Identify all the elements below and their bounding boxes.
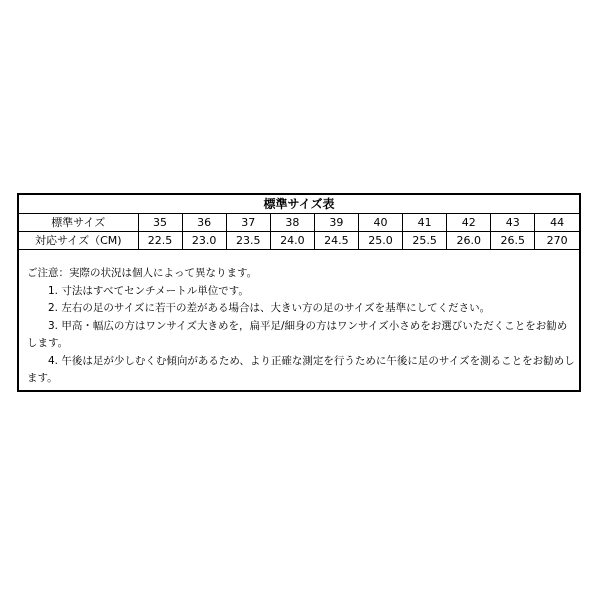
cm-cell: 23.5 (226, 232, 270, 250)
size-cell: 39 (314, 214, 358, 232)
note-item: 3. 甲高・幅広の方はワンサイズ大きめを，扁平足/細身の方はワンサイズ小さめをお選びいただくことをお勧めします。 (27, 319, 568, 349)
size-cell: 36 (182, 214, 226, 232)
note-item: 2. 左右の足のサイズに若干の差がある場合は、大きい方の足のサイズを基準にしてください。 (48, 302, 491, 314)
title-row (19, 195, 579, 214)
cm-size-row (19, 232, 579, 250)
cm-size-label: 対応サイズ（CM) (19, 232, 138, 250)
standard-size-label: 標準サイズ (19, 214, 138, 232)
cm-cell: 22.5 (138, 232, 182, 250)
size-cell: 35 (138, 214, 182, 232)
notes-heading: ご注意：実際の状況は個人によって異なります。 (27, 267, 258, 279)
cm-cell: 24.0 (270, 232, 314, 250)
cm-cell: 24.5 (314, 232, 358, 250)
size-cell: 44 (535, 214, 579, 232)
standard-size-row (19, 214, 579, 232)
size-cell: 43 (491, 214, 535, 232)
cm-cell: 270 (535, 232, 579, 250)
notes-section (27, 265, 577, 388)
table-title: 標準サイズ表 (19, 195, 579, 214)
size-cell: 37 (226, 214, 270, 232)
cm-cell: 25.0 (358, 232, 402, 250)
size-cell: 38 (270, 214, 314, 232)
cm-cell: 26.5 (491, 232, 535, 250)
size-cell: 40 (358, 214, 402, 232)
size-cell: 42 (447, 214, 491, 232)
cm-cell: 26.0 (447, 232, 491, 250)
size-table (19, 195, 579, 250)
note-item: 4. 午後は足が少しむくむ傾向があるため、より正確な測定を行うために午後に足のサイズを測ることをお勧めします。 (27, 354, 575, 384)
size-cell: 41 (403, 214, 447, 232)
note-item: 1. 寸法はすべてセンチメートル単位です。 (48, 284, 249, 297)
cm-cell: 23.0 (182, 232, 226, 250)
size-chart-box (17, 193, 581, 392)
cm-cell: 25.5 (403, 232, 447, 250)
